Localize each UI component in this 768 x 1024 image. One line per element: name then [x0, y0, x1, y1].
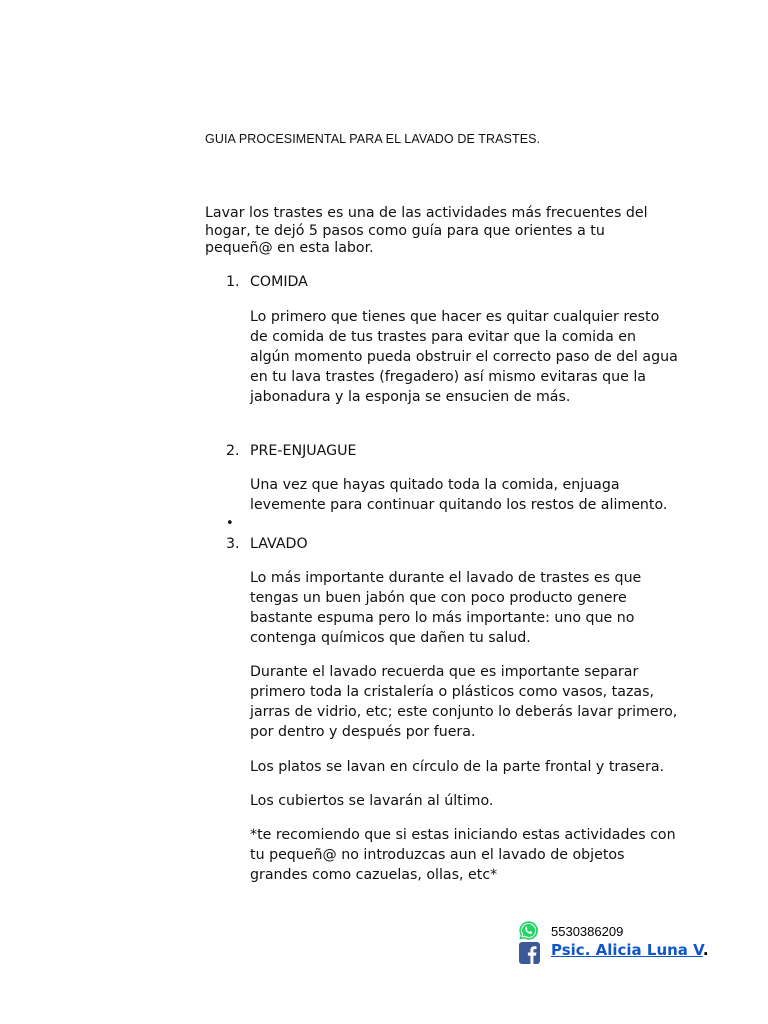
step-3-paragraph-4: Los cubiertos se lavarán al último. — [250, 793, 494, 809]
intro-paragraph: Lavar los trastes es una de las actividades más frecuentes del hogar, te dejó 5 pasos como guía para que orientes a tu pequeñ@ en esta labor. — [205, 205, 648, 256]
author-suffix: . — [702, 941, 709, 959]
document-title: GUIA PROCESIMENTAL PARA EL LAVADO DE TRASTES. — [205, 132, 541, 146]
step-3-number: 3. — [226, 536, 240, 552]
step-2-number: 2. — [226, 443, 240, 459]
step-3-paragraph-2: Durante el lavado recuerda que es importante separar primero toda la cristalería o plásticos como vasos, tazas, jarras de vidrio, etc; este conjunto lo deberás lavar primero, por dentro y después por fuera. — [250, 664, 678, 740]
step-3-paragraph-1: Lo más importante durante el lavado de trastes es que tengas un buen jabón que con poco producto genere bastante espuma pero lo más importante: uno que no contenga químicos que dañen tu salud. — [250, 570, 642, 646]
step-3-paragraph-3: Los platos se lavan en círculo de la parte frontal y trasera. — [250, 759, 665, 775]
step-1-number: 1. — [226, 274, 240, 290]
step-1-heading: COMIDA — [250, 274, 308, 290]
whatsapp-icon — [518, 920, 539, 941]
step-2-heading: PRE-ENJUAGUE — [250, 443, 357, 459]
phone-number: 5530386209 — [551, 924, 624, 939]
author-link[interactable]: Psic. Alicia Luna V — [551, 941, 703, 959]
facebook-icon — [519, 942, 540, 964]
step-1-paragraph: Lo primero que tienes que hacer es quitar cualquier resto de comida de tus trastes para evitar que la comida en algún momento pueda obstruir el correcto paso de del agua en tu lava trastes (fregadero) así mismo evitaras que la jabonadura y la esponja se ensucien de más. — [250, 309, 678, 405]
step-3-paragraph-5: *te recomiendo que si estas iniciando estas actividades con tu pequeñ@ no introduzcas aun el lavado de objetos grandes como cazuelas, ollas, etc* — [250, 827, 676, 883]
list-bullet: • — [226, 516, 234, 531]
author-name — [551, 941, 709, 959]
step-2-paragraph: Una vez que hayas quitado toda la comida, enjuaga levemente para continuar quitando los restos de alimento. — [250, 477, 668, 513]
step-3-heading: LAVADO — [250, 536, 308, 552]
